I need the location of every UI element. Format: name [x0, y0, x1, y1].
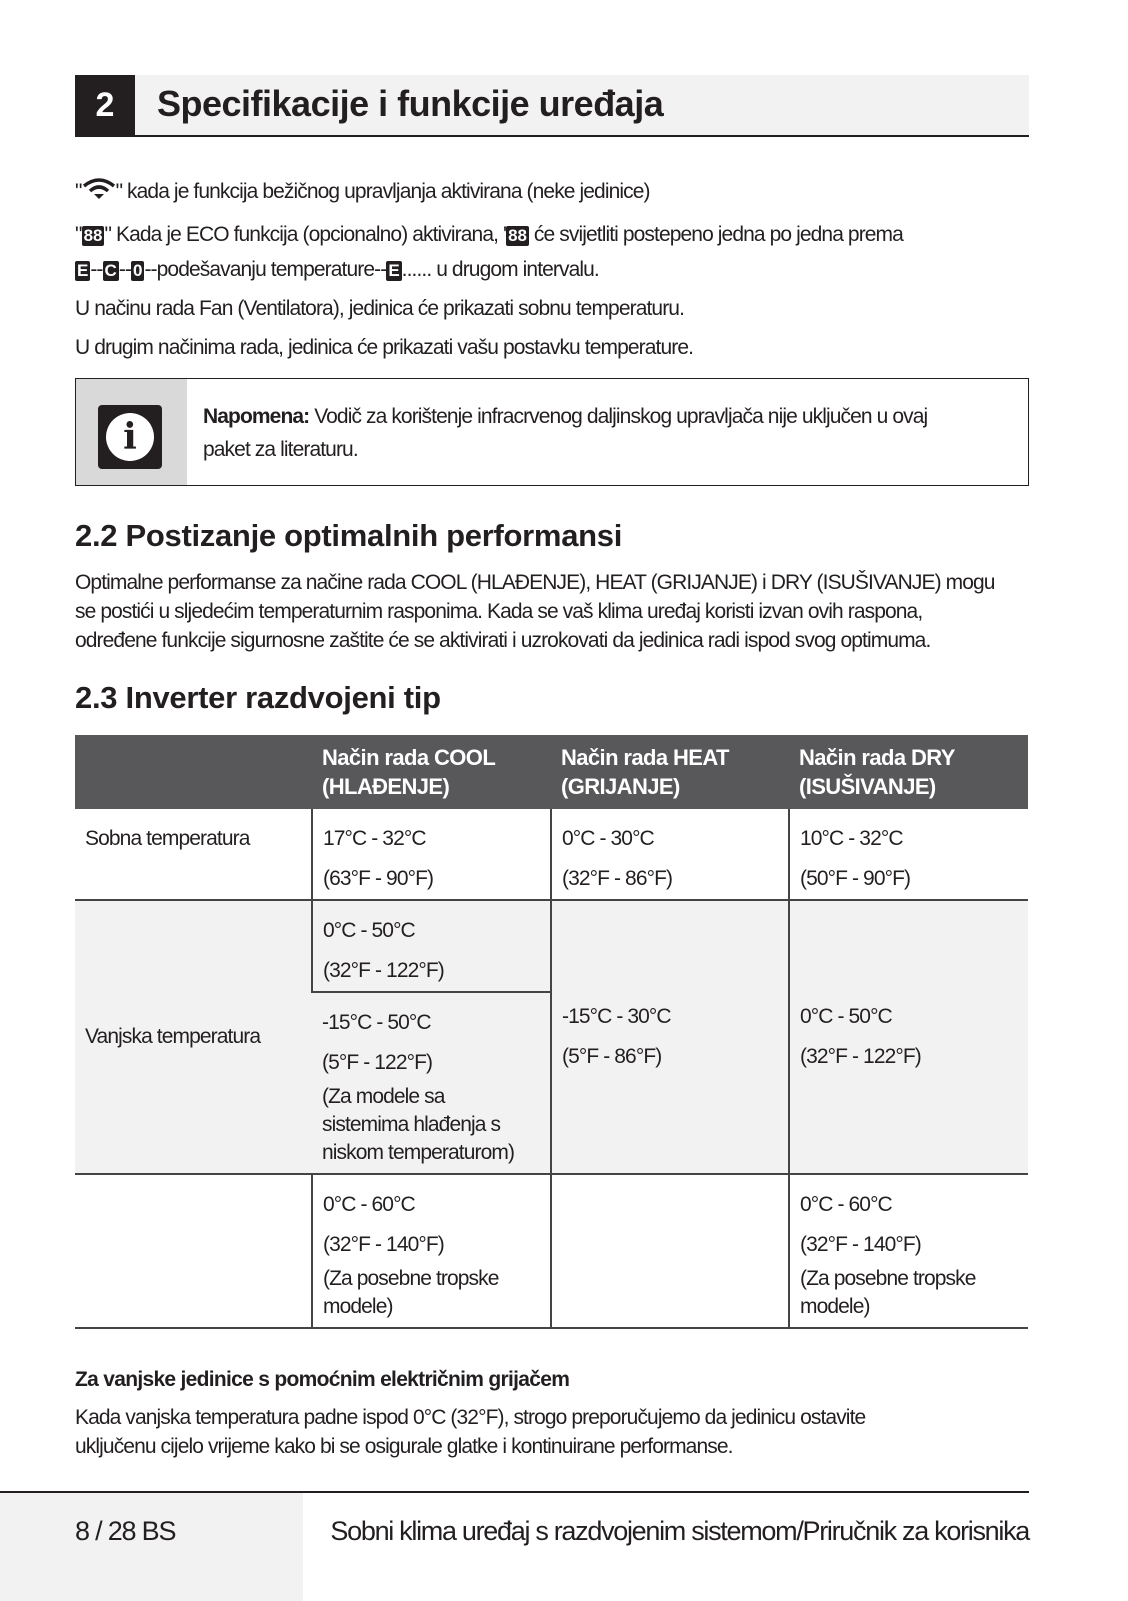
info-icon: i: [98, 405, 162, 469]
table-cell: [551, 1174, 789, 1328]
paragraph-line: određene funkcije sigurnosne zaštite će se aktivirati i uzrokovati da jedinica radi ispod svog optimuma.: [75, 629, 931, 652]
segment-c-icon: C: [104, 261, 117, 280]
segment-e-icon: E: [77, 261, 89, 280]
note-line-2: paket za literaturu.: [203, 438, 358, 461]
eco-text: ...... u drugom intervalu.: [401, 258, 599, 281]
fan-mode-text: U načinu rada Fan (Ventilatora), jedinica će prikazati sobnu temperaturu.: [75, 297, 684, 320]
heater-text: uključenu cijelo vrijeme kako bi se osigurale glatke i kontinuirane performanse.: [75, 1435, 733, 1458]
table-cell: 0°C - 50°C (32°F - 122°F): [312, 900, 551, 992]
table-cell: 0°C - 60°C (32°F - 140°F) (Za posebne tropske modele): [312, 1174, 551, 1328]
chapter-number: 2: [75, 75, 135, 135]
table-row: [75, 1174, 1028, 1328]
chapter-title: Specifikacije i funkcije uređaja: [157, 83, 664, 124]
table-header-dry: Način rada DRY (ISUŠIVANJE): [789, 735, 1028, 809]
note-sidebar: [76, 379, 187, 485]
eco-text: će svijetliti postepeno jedna po jedna prema: [529, 223, 903, 246]
heater-heading: Za vanjske jedinice s pomoćnim električnim grijačem: [75, 1368, 570, 1391]
row-label: Vanjska temperatura: [75, 900, 312, 1174]
table-header-row: [75, 735, 1028, 809]
note-text: Vodič za korištenje infracrvenog daljinskog upravljača nije uključen u ovaj: [314, 405, 928, 428]
row-label: [75, 1174, 312, 1328]
other-mode-text: U drugim načinima rada, jedinica će prikazati vašu postavku temperature.: [75, 336, 694, 359]
eco-display-icon: 88: [83, 226, 103, 245]
footer-page-box: [0, 1493, 303, 1601]
note-box: [75, 378, 1029, 486]
wifi-line: " " kada je funkcija bežičnog upravljanja aktivirana (neke jedinice): [75, 180, 650, 203]
paragraph-line: Optimalne performanse za načine rada COOL (HLAĐENJE), HEAT (GRIJANJE) i DRY (ISUŠIVANJE) mogu: [75, 571, 995, 594]
row-label: Sobna temperatura: [75, 809, 312, 900]
table-row: [75, 809, 1028, 900]
eco-text: --podešavanju temperature--: [144, 258, 387, 281]
table-cell: 0°C - 60°C (32°F - 140°F) (Za posebne tropske modele): [789, 1174, 1028, 1328]
table-header-heat: Način rada HEAT (GRIJANJE): [551, 735, 789, 809]
table-header-cool: Način rada COOL (HLAĐENJE): [312, 735, 551, 809]
note-line-1: [203, 405, 927, 429]
eco-line: " 88" Kada je ECO funkcija (opcionalno) aktivirana, ' 88 će svijetliti postepeno jedna po jedna prema: [75, 223, 903, 246]
dash: --: [90, 258, 103, 281]
segment-e-icon: E: [388, 261, 400, 280]
dash: --: [118, 258, 131, 281]
wifi-icon: [82, 180, 116, 203]
footer-title: Sobni klima uređaj s razdvojenim sistemom/Priručnik za korisnika: [330, 1516, 1029, 1546]
page-number: 8 / 28 BS: [75, 1516, 176, 1546]
table-cell: -15°C - 30°C (5°F - 86°F): [551, 900, 789, 1174]
table-cell: 0°C - 50°C (32°F - 122°F): [789, 900, 1028, 1174]
temperature-range-table: [75, 735, 1028, 1329]
table-cell: 17°C - 32°C (63°F - 90°F): [312, 809, 551, 900]
segment-0-icon: 0: [133, 261, 143, 280]
heater-text: Kada vanjska temperatura padne ispod 0°C (32°F), strogo preporučujemo da jedinicu ostavite: [75, 1406, 866, 1429]
table-cell: 0°C - 30°C (32°F - 86°F): [551, 809, 789, 900]
table-row: [75, 900, 1028, 992]
note-label: Napomena:: [203, 405, 310, 428]
table-cell: -15°C - 50°C (5°F - 122°F) (Za modele sa sistemima hlađenja s niskom temperaturom): [312, 992, 551, 1174]
paragraph-line: se postići u sljedećim temperaturnim rasponima. Kada se vaš klima uređaj koristi izvan ovih raspona,: [75, 600, 923, 623]
eco-display-icon: 88: [508, 226, 527, 245]
section-heading-2-2: 2.2 Postizanje optimalnih performansi: [75, 518, 623, 553]
table-cell: 10°C - 32°C (50°F - 90°F): [789, 809, 1028, 900]
table-header: [75, 735, 312, 809]
chapter-header: [75, 75, 1029, 137]
section-heading-2-3: 2.3 Inverter razdvojeni tip: [75, 680, 441, 715]
eco-sequence-line: [75, 258, 599, 282]
